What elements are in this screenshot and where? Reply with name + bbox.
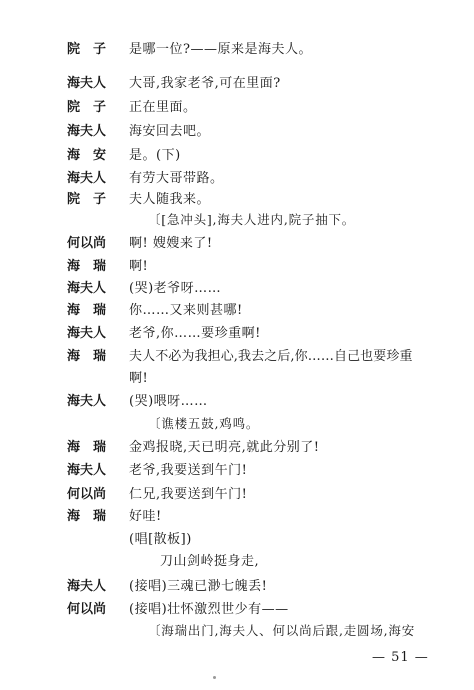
- speaker-name: 海 瑞: [67, 259, 107, 274]
- speaker-name: 海 瑞: [67, 303, 107, 318]
- dialogue-line: [67, 602, 289, 618]
- speaker-name: 海夫人: [67, 394, 107, 409]
- speaker-name: 海夫人: [67, 281, 107, 296]
- dialogue-text: 你……又来则甚哪!: [129, 303, 243, 318]
- speaker-name: 何以尚: [67, 236, 107, 251]
- dialogue-line: [67, 192, 211, 208]
- dialogue-continuation: 啊!: [129, 371, 149, 386]
- dialogue-text: 金鸡报晓,天已明亮,就此分别了!: [129, 440, 320, 455]
- dialogue-text: 是哪一位?——原来是海夫人。: [129, 42, 312, 57]
- dialogue-text: (接唱)三魂已渺七魄丢!: [129, 579, 268, 594]
- dialogue-line: [67, 171, 224, 187]
- speaker-name: 院 子: [67, 192, 107, 207]
- sung-verse: 刀山剑岭挺身走,: [160, 554, 260, 569]
- stage-direction: 〔谯楼五鼓,鸡鸣。: [148, 416, 260, 431]
- dialogue-line: [67, 326, 261, 342]
- dialogue-text: 老爷,我要送到午门!: [129, 463, 248, 478]
- dialogue-line: [67, 487, 248, 503]
- dialogue-text: 好哇!: [129, 509, 162, 524]
- speaker-name: 何以尚: [67, 487, 107, 502]
- dialogue-text: 老爷,你……要珍重啊!: [129, 326, 261, 341]
- dialogue-line: [67, 303, 243, 319]
- speaker-name: 何以尚: [67, 602, 107, 617]
- dialogue-line: [67, 579, 268, 595]
- dialogue-text: (接唱)壮怀激烈世少有——: [129, 602, 289, 617]
- print-speck: [213, 676, 216, 679]
- speaker-name: 海 安: [67, 148, 107, 163]
- dialogue-text: 啊!: [129, 259, 149, 274]
- stage-direction: 〔海瑞出门,海夫人、何以尚后跟,走圆场,海安: [148, 623, 416, 638]
- singing-cue: (唱[散板]): [129, 532, 192, 547]
- dialogue-text: 夫人随我来。: [129, 192, 211, 207]
- dialogue-text: 夫人不必为我担心,我去之后,你……自己也要珍重: [129, 349, 413, 364]
- speaker-name: 海夫人: [67, 463, 107, 478]
- dialogue-text: (哭)喂呀……: [129, 394, 208, 409]
- page-number: — 51 —: [372, 650, 429, 665]
- dialogue-line: [67, 281, 222, 297]
- speaker-name: 海夫人: [67, 326, 107, 341]
- dialogue-line: [67, 259, 149, 275]
- dialogue-line: [67, 509, 162, 525]
- dialogue-line: [67, 42, 312, 58]
- dialogue-text: (哭)老爷呀……: [129, 281, 222, 296]
- speaker-name: 海夫人: [67, 124, 107, 139]
- dialogue-text: 有劳大哥带路。: [129, 171, 224, 186]
- dialogue-text: 海安回去吧。: [129, 124, 211, 139]
- dialogue-text: 是。(下): [129, 148, 181, 163]
- dialogue-line: [67, 349, 413, 365]
- dialogue-line: [67, 100, 197, 116]
- speaker-name: 海 瑞: [67, 440, 107, 455]
- speaker-name: 海 瑞: [67, 349, 107, 364]
- dialogue-text: 正在里面。: [129, 100, 197, 115]
- stage-direction: 〔[急冲头],海夫人进内,院子抽下。: [148, 212, 356, 227]
- dialogue-line: [67, 76, 281, 92]
- speaker-name: 海夫人: [67, 171, 107, 186]
- dialogue-text: 仁兄,我要送到午门!: [129, 487, 248, 502]
- dialogue-text: 啊! 嫂嫂来了!: [129, 236, 213, 251]
- speaker-name: 院 子: [67, 42, 107, 57]
- dialogue-line: [67, 124, 211, 140]
- speaker-name: 院 子: [67, 100, 107, 115]
- speaker-name: 海 瑞: [67, 509, 107, 524]
- speaker-name: 海夫人: [67, 76, 107, 91]
- dialogue-line: [67, 463, 248, 479]
- dialogue-text: 大哥,我家老爷,可在里面?: [129, 76, 281, 91]
- dialogue-line: [67, 394, 208, 410]
- dialogue-line: [67, 148, 181, 164]
- dialogue-line: [67, 440, 320, 456]
- speaker-name: 海夫人: [67, 579, 107, 594]
- dialogue-line: [67, 236, 213, 252]
